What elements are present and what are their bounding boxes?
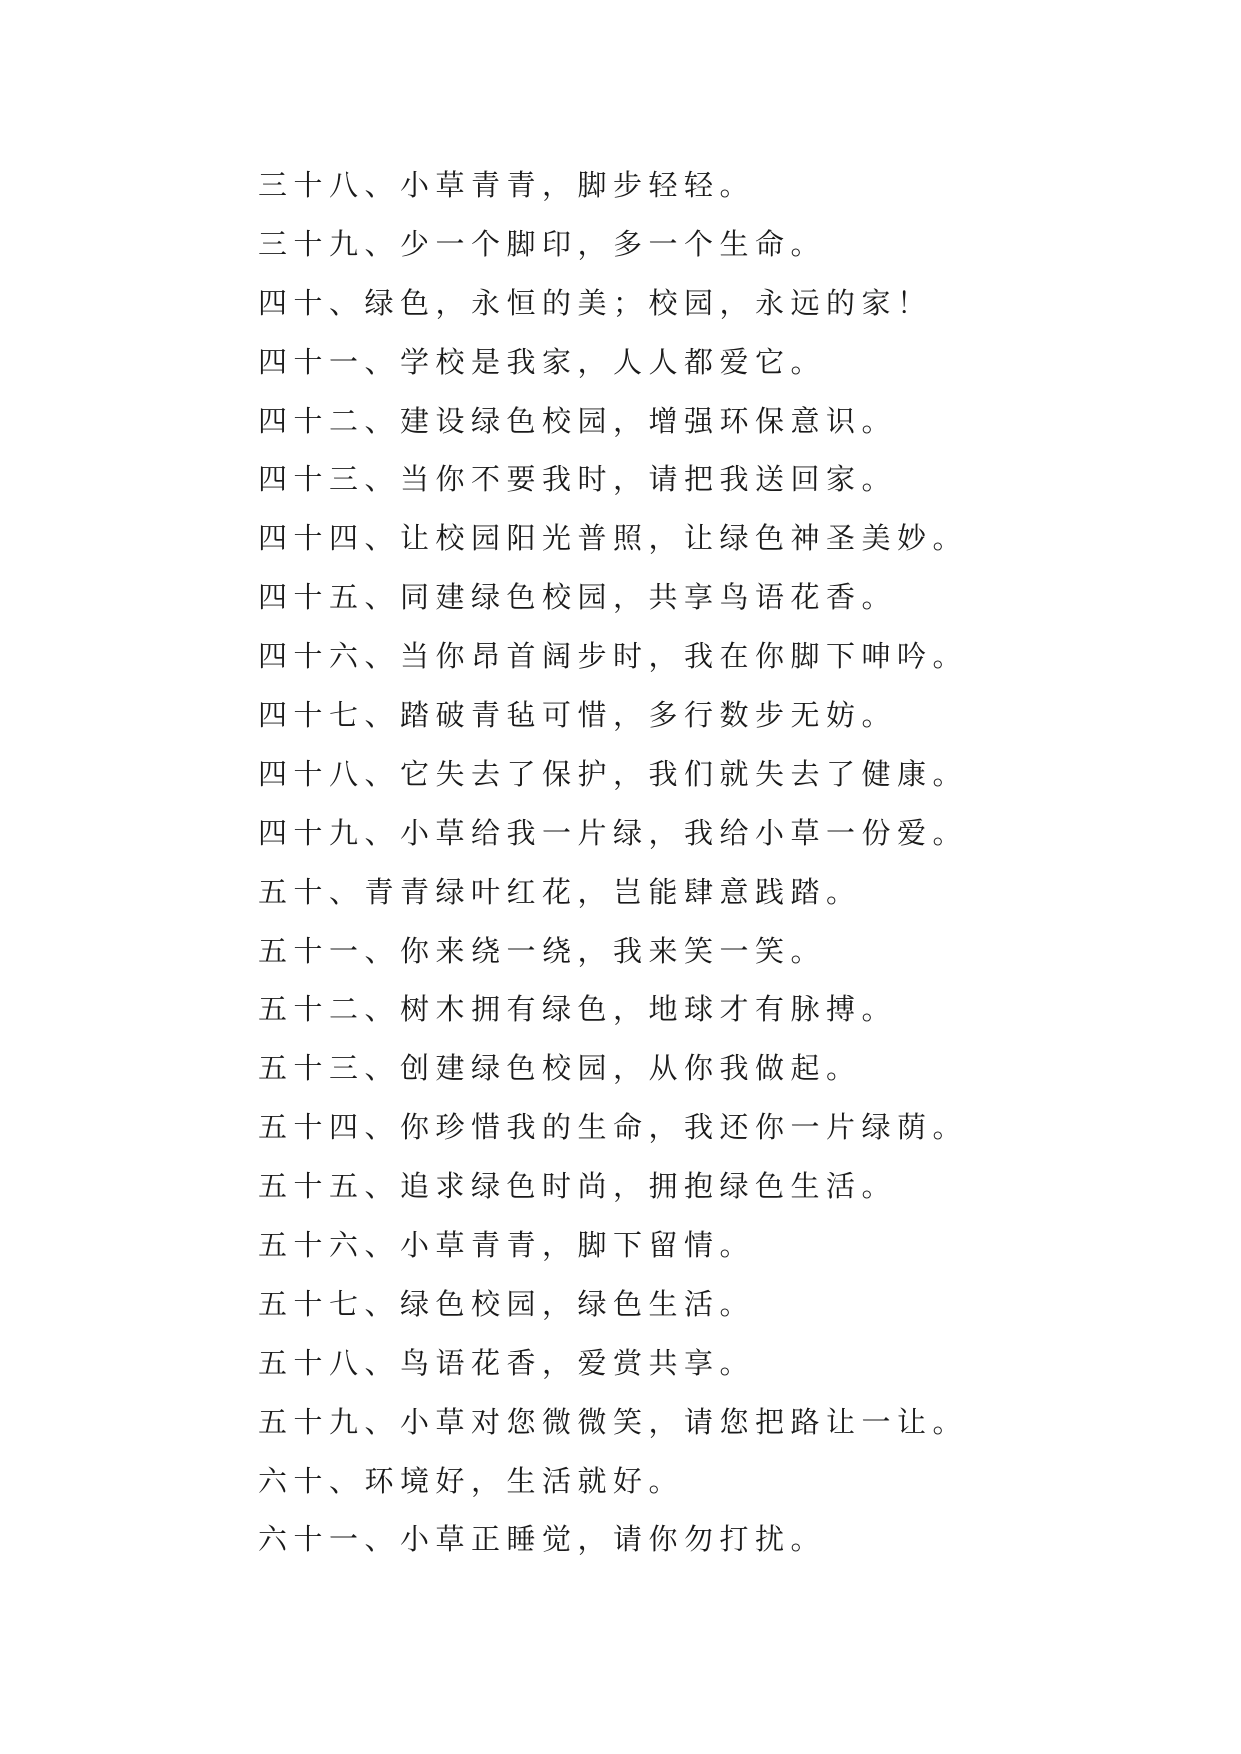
slogan-line: 四十二、建设绿色校园，增强环保意识。: [258, 403, 898, 438]
slogan-line: 六十一、小草正睡觉，请你勿打扰。: [258, 1522, 827, 1557]
slogan-line: 四十一、学校是我家，人人都爱它。: [258, 344, 827, 379]
slogan-line: 三十八、小草青青，脚步轻轻。: [258, 168, 756, 202]
slogan-line: 四十五、同建绿色校园，共享鸟语花香。: [258, 580, 898, 615]
slogan-line: 五十三、创建绿色校园，从你我做起。: [258, 1051, 862, 1086]
slogan-list: [258, 156, 968, 1569]
slogan-line: 五十五、追求绿色时尚，拥抱绿色生活。: [258, 1169, 898, 1204]
slogan-line: 四十、绿色，永恒的美；校园，永远的家！: [258, 285, 933, 320]
slogan-line: 五十二、树木拥有绿色，地球才有脉搏。: [258, 992, 898, 1027]
slogan-line: 四十四、让校园阳光普照，让绿色神圣美妙。: [258, 521, 969, 556]
slogan-line: 五十八、鸟语花香，爱赏共享。: [258, 1345, 756, 1380]
slogan-line: 五十六、小草青青，脚下留情。: [258, 1228, 756, 1263]
slogan-line: 六十、环境好，生活就好。: [258, 1463, 685, 1498]
slogan-line: 四十六、当你昂首阔步时，我在你脚下呻吟。: [258, 639, 969, 674]
slogan-line: 四十九、小草给我一片绿，我给小草一份爱。: [258, 815, 969, 850]
slogan-line: 四十三、当你不要我时，请把我送回家。: [258, 462, 898, 497]
slogan-line: 五十、青青绿叶红花，岂能肆意践踏。: [258, 874, 862, 909]
slogan-line: 四十八、它失去了保护，我们就失去了健康。: [258, 756, 969, 791]
slogan-line: 四十七、踏破青毡可惜，多行数步无妨。: [258, 698, 898, 733]
slogan-line: 五十四、你珍惜我的生命，我还你一片绿荫。: [258, 1110, 969, 1145]
slogan-line: 五十九、小草对您微微笑，请您把路让一让。: [258, 1404, 969, 1439]
slogan-line: 三十九、少一个脚印，多一个生命。: [258, 226, 827, 261]
slogan-line: 五十七、绿色校园，绿色生活。: [258, 1286, 756, 1321]
slogan-line: 五十一、你来绕一绕，我来笑一笑。: [258, 933, 827, 968]
